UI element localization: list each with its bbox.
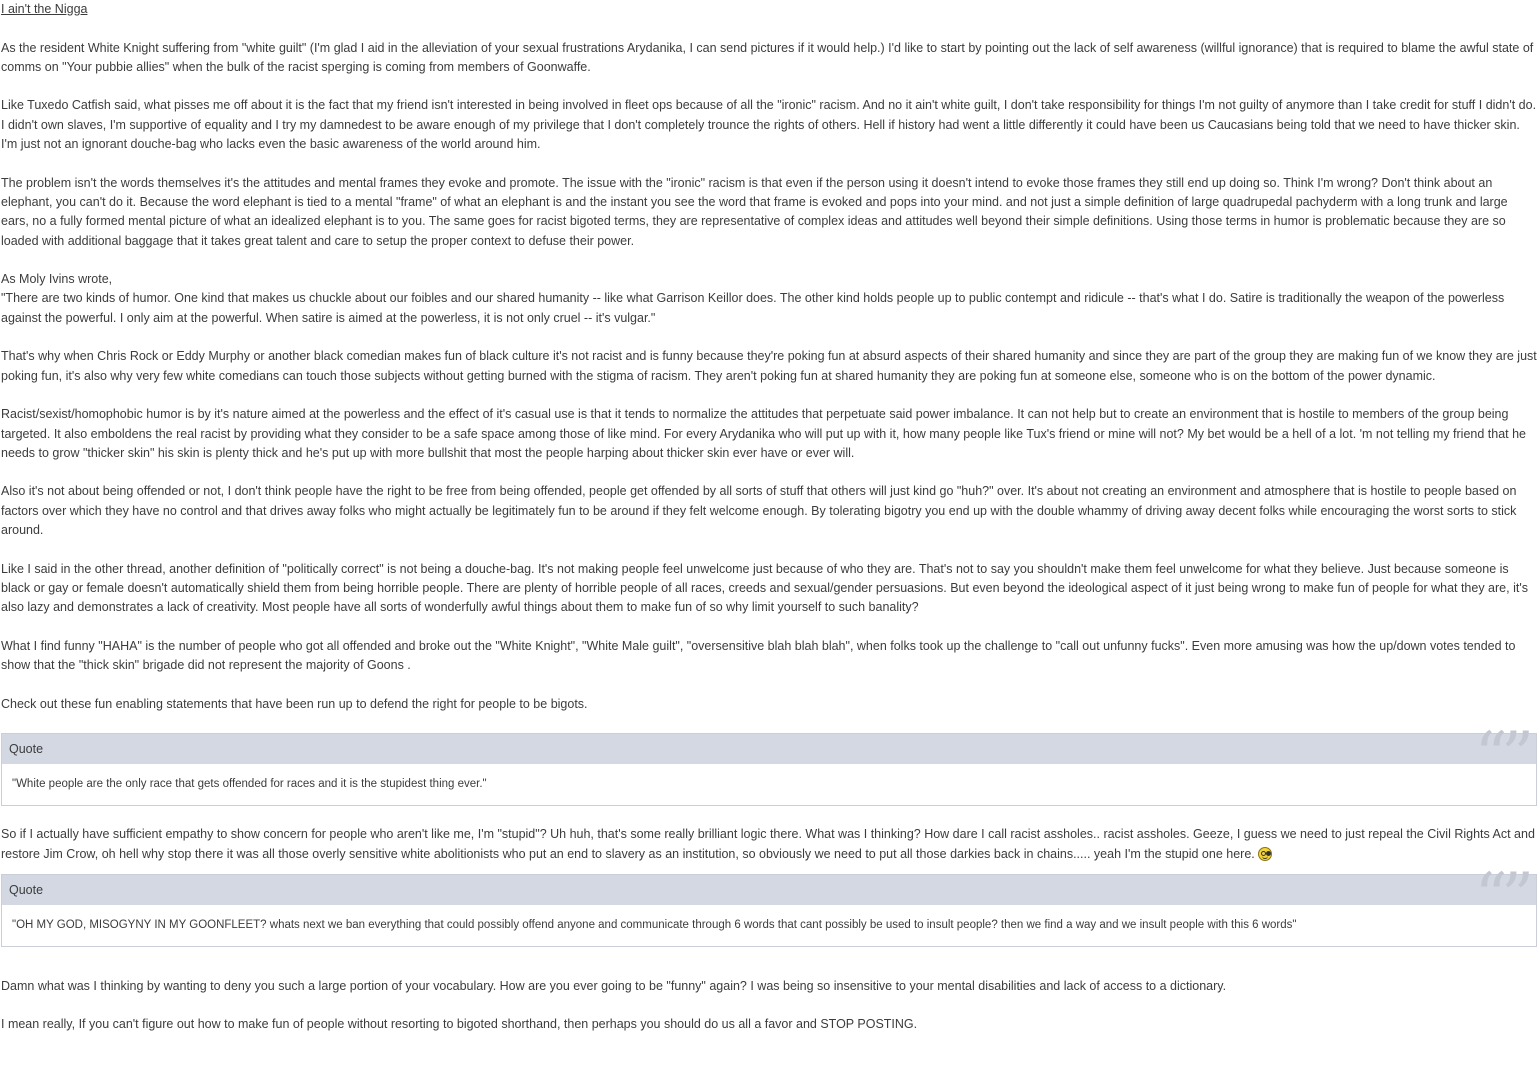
quote-label: Quote — [9, 741, 44, 756]
quote-label: Quote — [9, 882, 44, 897]
response-paragraph-1 — [1, 825, 1538, 864]
post-paragraph-4: As Moly Ivins wrote, "There are two kinds of humor. One kind that makes us chuckle about our foibles and our shared humanity -- like what Garrison Keillor does. The other kind holds people up to public contempt and ridicule -- that's what I do. Satire is traditionally the weapon of the powerless against the powerful. I only aim at the powerful. When satire is aimed at the powerless, it is not only cruel -- it's vulgar." — [1, 272, 1505, 325]
closing-paragraph: I mean really, If you can't figure out how to make fun of people without resorting to bigoted shorthand, then perhaps you should do us all a favor and STOP POSTING. — [1, 1017, 918, 1032]
quote-text: "OH MY GOD, MISOGYNY IN MY GOONFLEET? whats next we ban everything that could possibly offend anyone and communicate through 6 words that cant possibly be used to insult people? then we find a way and we insult people with this 6 words" — [12, 918, 1297, 931]
quote-text: "White people are the only race that gets offended for races and it is the stupidest thing ever." — [12, 777, 487, 790]
quote-marks-icon: “” — [1474, 718, 1528, 793]
quote-block-1 — [1, 718, 1537, 806]
response-text-1: So if I actually have sufficient empathy to show concern for people who aren't like me, I'm "stupid"? Uh huh, that's some really brilliant logic there. What was I thinking? How dare I call racist assholes.. racist assholes. Geeze, I guess we need to just repeal the Civil Rights Act and restore Jim Crow, oh hell why stop there it was all those overly sensitive white abolitionists who put an end to slavery as an institution, so obviously we need to put all those darkies back in chains..... yeah I'm the stupid one here. — [1, 827, 1535, 861]
rolleyes-smiley-icon — [1258, 847, 1272, 861]
quote-marks-icon: “” — [1474, 859, 1528, 934]
quote-block-2 — [1, 859, 1537, 947]
post-paragraph-9: What I find funny "HAHA" is the number of people who got all offended and broke out the "White Knight", "White Male guilt", "oversensitive blah blah blah", when folks took up the challenge to "call out unfunny fucks". Even more amusing was how the up/down votes tended to show that the "thick skin" brigade did not represent the majority of Goons . — [1, 638, 1516, 673]
post-paragraph-7: Also it's not about being offended or not, I don't think people have the right to be free from being offended, people get offended by all sorts of stuff that others will just kind go "huh?" over. It's about not creating an environment and atmosphere that is hostile to people based on factors over which they have no control and that drives away folks who might actually be legitimately fun to be around if they felt welcome enough. By tolerating bigotry you end up with the double whammy of driving away decent folks while encouraging the worst sorts to stick around. — [1, 484, 1517, 538]
post-paragraph-2: Like Tuxedo Catfish said, what pisses me off about it is the fact that my friend isn't interested in being involved in fleet ops because of all the "ironic" racism. And no it ain't white guilt, I don't take responsibility for things I'm not guilty of anymore than I take credit for stuff I didn't do. I didn't own slaves, I'm supportive of equality and I try my damnedest to be aware enough of my privilege that I don't completely trounce the rights of others. Hell if history had went a little differently it could have been us Caucasians being told that we need to have thicker skin. I'm just not an ignorant douche-bag who lacks even the basic awareness of the world around him. — [1, 98, 1537, 152]
post-paragraph-5: That's why when Chris Rock or Eddy Murphy or another black comedian makes fun of black culture it's not racist and is funny because they're poking fun at absurd aspects of their shared humanity and since they are part of the group they are making fun of we know they are just poking fun, it's also why very few white comedians can touch those subjects without getting burned with the stigma of racism. They aren't poking fun at shared humanity they are poking fun at someone else, someone who is on the bottom of the power dynamic. — [1, 349, 1537, 383]
post-paragraph-1: As the resident White Knight suffering from "white guilt" (I'm glad I aid in the alleviation of your sexual frustrations Arydanika, I can send pictures if it would help.) I'd like to start by pointing out the lack of self awareness (willful ignorance) that is required to blame the awful state of comms on "Your pubbie allies" when the bulk of the racist sperging is coming from members of Goonwaffe. — [1, 40, 1534, 74]
post-paragraph-10: Check out these fun enabling statements that have been run up to defend the right for people to be bigots. — [1, 696, 588, 711]
post-title-link[interactable]: I ain't the Nigga — [1, 2, 88, 16]
post-paragraph-6: Racist/sexist/homophobic humor is by it's nature aimed at the powerless and the effect of it's casual use is that it tends to normalize the attitudes that perpetuate said power imbalance. It can not help but to create an environment that is hostile to members of the group being targeted. It also emboldens the real racist by providing what they consider to be a safe space among those of like mind. For every Arydanika who will put up with it, how many people like Tux's friend or mine will not? My bet would be a hell of a lot. 'm not telling my friend that he needs to grow "thicker skin" his skin is plenty thick and he's put up with more bullshit that most the people harping about thicker skin ever have or ever will. — [1, 407, 1527, 460]
post-paragraph-8: Like I said in the other thread, another definition of "politically correct" is not being a douche-bag. It's not making people feel unwelcome just because of who they are. That's not to say you shouldn't make them feel unwelcome for what they believe. Just because someone is black or gay or female doesn't automatically shield them from being horrible people. There are plenty of horrible people of all races, creeds and sexual/gender persuasions. But even beyond the ideological aspect of it just being wrong to make fun of people for what they are, it's also lazy and demonstrates a lack of creativity. Most people have all sorts of wonderfully awful things about them to make fun of so why limit yourself to such banality? — [1, 561, 1528, 615]
response-paragraph-2: Damn what was I thinking by wanting to deny you such a large portion of your vocabulary. How are you ever going to be "funny" again? I was being so insensitive to your mental disabilities and lack of access to a dictionary. — [1, 978, 1227, 993]
post-paragraph-3: The problem isn't the words themselves it's the attitudes and mental frames they evoke and promote. The issue with the "ironic" racism is that even if the person using it doesn't intend to evoke those frames they still end up doing so. Think I'm wrong? Don't think about an elephant, you can't do it. Because the word elephant is tied to a mental "frame" of what an elephant is and the instant you see the word that frame is evoked and pops into your mind. and not just a simple definition of large quadrupedal pachyderm with a long trunk and large ears, no a fully formed mental picture of what an idealized elephant is to you. The same goes for racist bigoted terms, they are representative of complex ideas and attitudes well beyond their simple definitions. Using those terms in humor is problematic because they are so loaded with additional baggage that it takes great talent and care to setup the proper context to defuse their power. — [1, 175, 1508, 248]
